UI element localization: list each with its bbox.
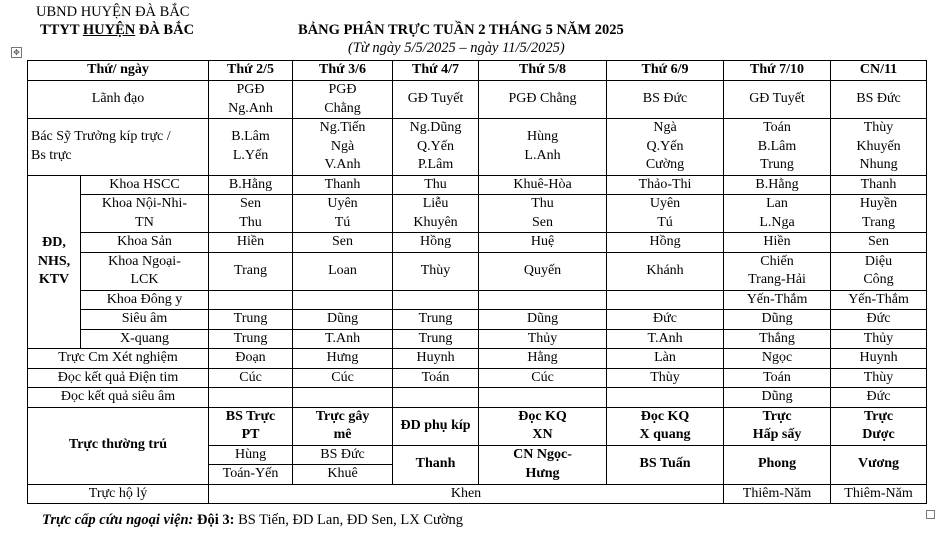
table-cell: Khánh bbox=[607, 252, 724, 290]
table-cell: Trung bbox=[393, 310, 479, 330]
table-cell: Toán bbox=[724, 368, 831, 388]
table-cell: Thanh bbox=[293, 175, 393, 195]
table-cell: Ng.Dũng Q.Yến P.Lâm bbox=[393, 119, 479, 176]
table-cell: Đoạn bbox=[209, 349, 293, 369]
table-cell: T.Anh bbox=[607, 329, 724, 349]
table-cell: Thiêm-Năm bbox=[831, 484, 927, 504]
table-row bbox=[28, 349, 927, 369]
table-cell: Cúc bbox=[293, 368, 393, 388]
resident-duty-header: Trực Dược bbox=[831, 407, 927, 445]
table-cell: Dũng bbox=[293, 310, 393, 330]
table-cell: Trung bbox=[209, 310, 293, 330]
org-line-2-prefix: TTYT bbox=[40, 22, 83, 38]
group-label-nursing: ĐD, NHS, KTV bbox=[28, 175, 81, 349]
page-subtitle: (Từ ngày 5/5/2025 – ngày 11/5/2025) bbox=[348, 40, 565, 56]
table-cell: Hùng bbox=[209, 445, 293, 465]
day-header: Thứ 6/9 bbox=[607, 61, 724, 81]
table-cell: Thùy Khuyến Nhung bbox=[831, 119, 927, 176]
table-cell: Huyền Trang bbox=[831, 195, 927, 233]
department-name: Khoa Sản bbox=[81, 233, 209, 253]
table-cell: Thu Sen bbox=[479, 195, 607, 233]
table-cell: Sen Thu bbox=[209, 195, 293, 233]
table-cell: Thủy bbox=[831, 329, 927, 349]
department-name: Khoa Ngoại- LCK bbox=[81, 252, 209, 290]
table-row bbox=[28, 388, 927, 408]
table-cell: Thanh bbox=[831, 175, 927, 195]
table-cell: Thu bbox=[393, 175, 479, 195]
row-label-resident: Trực thường trú bbox=[28, 407, 209, 484]
table-cell: Quyến bbox=[479, 252, 607, 290]
table-cell: Trung bbox=[393, 329, 479, 349]
day-header: Thứ 7/10 bbox=[724, 61, 831, 81]
table-move-handle-icon[interactable]: ✥ bbox=[11, 47, 22, 58]
footer-members: BS Tiến, ĐD Lan, ĐD Sen, LX Cường bbox=[234, 512, 464, 528]
table-cell: Thảo-Thi bbox=[607, 175, 724, 195]
table-cell: B.Hằng bbox=[209, 175, 293, 195]
resident-duty-header: ĐD phụ kíp bbox=[393, 407, 479, 445]
table-row bbox=[28, 310, 927, 330]
table-row bbox=[28, 368, 927, 388]
duty-roster-table bbox=[27, 60, 927, 504]
table-cell: Hùng L.Anh bbox=[479, 119, 607, 176]
table-cell: Phong bbox=[724, 445, 831, 484]
table-cell: Yến-Thắm bbox=[831, 290, 927, 310]
table-cell: PGĐ Ng.Anh bbox=[209, 81, 293, 119]
table-cell: Hồng bbox=[607, 233, 724, 253]
table-cell: Hiền bbox=[724, 233, 831, 253]
table-cell: BS Đức bbox=[293, 445, 393, 465]
table-cell: T.Anh bbox=[293, 329, 393, 349]
table-cell: BS Đức bbox=[607, 81, 724, 119]
department-name: Khoa HSCC bbox=[81, 175, 209, 195]
table-cell: Thủy bbox=[479, 329, 607, 349]
table-cell: Huệ bbox=[479, 233, 607, 253]
table-cell: Hằng bbox=[479, 349, 607, 369]
table-cell: Khuê-Hòa bbox=[479, 175, 607, 195]
table-cell: PGĐ Chằng bbox=[293, 81, 393, 119]
resident-duty-header: Đọc KQ X quang bbox=[607, 407, 724, 445]
table-cell: Huynh bbox=[393, 349, 479, 369]
table-cell: Ng.Tiến Ngà V.Anh bbox=[293, 119, 393, 176]
table-cell: BS Tuấn bbox=[607, 445, 724, 484]
row-label-leadership: Lãnh đạo bbox=[28, 81, 209, 119]
table-cell: Toán-Yến bbox=[209, 465, 293, 485]
table-cell: PGĐ Chằng bbox=[479, 81, 607, 119]
day-header: Thứ 5/8 bbox=[479, 61, 607, 81]
table-cell bbox=[293, 290, 393, 310]
table-row bbox=[28, 175, 927, 195]
table-row bbox=[28, 329, 927, 349]
row-label-caregiver: Trực hộ lý bbox=[28, 484, 209, 504]
resident-duty-header: Đọc KQ XN bbox=[479, 407, 607, 445]
page-title: BẢNG PHÂN TRỰC TUẦN 2 THÁNG 5 NĂM 2025 bbox=[298, 22, 624, 38]
table-cell: Toán B.Lâm Trung bbox=[724, 119, 831, 176]
table-cell: Thùy bbox=[607, 368, 724, 388]
table-cell: GĐ Tuyết bbox=[393, 81, 479, 119]
table-cell: Huynh bbox=[831, 349, 927, 369]
table-cell: Toán bbox=[393, 368, 479, 388]
table-cell bbox=[607, 388, 724, 408]
table-cell: B.Hằng bbox=[724, 175, 831, 195]
resident-duty-header: Trực Hấp sấy bbox=[724, 407, 831, 445]
table-row bbox=[28, 233, 927, 253]
table-cell bbox=[479, 388, 607, 408]
org-line-2 bbox=[40, 22, 194, 39]
row-label-lab: Trực Cm Xét nghiệm bbox=[28, 349, 209, 369]
table-cell: Khuê bbox=[293, 465, 393, 485]
table-cell bbox=[607, 290, 724, 310]
table-cell: Dũng bbox=[479, 310, 607, 330]
table-cell: Ngà Q.Yến Cường bbox=[607, 119, 724, 176]
table-cell: Đức bbox=[831, 388, 927, 408]
table-cell: Cúc bbox=[479, 368, 607, 388]
department-name: Khoa Nội-Nhi- TN bbox=[81, 195, 209, 233]
table-cell bbox=[393, 388, 479, 408]
day-header: Thứ 2/5 bbox=[209, 61, 293, 81]
table-cell: CN Ngọc- Hưng bbox=[479, 445, 607, 484]
table-cell: Uyên Tú bbox=[607, 195, 724, 233]
table-cell: BS Đức bbox=[831, 81, 927, 119]
table-cell: Thùy bbox=[393, 252, 479, 290]
cell-end-marker-icon bbox=[926, 510, 935, 519]
table-cell: Liễu Khuyên bbox=[393, 195, 479, 233]
table-cell: Yến-Thắm bbox=[724, 290, 831, 310]
table-cell bbox=[479, 290, 607, 310]
row-label-ecg: Đọc kết quả Điện tim bbox=[28, 368, 209, 388]
table-cell bbox=[293, 388, 393, 408]
table-cell bbox=[393, 290, 479, 310]
table-cell: B.Lâm L.Yến bbox=[209, 119, 293, 176]
resident-duty-header: BS Trực PT bbox=[209, 407, 293, 445]
department-name: Siêu âm bbox=[81, 310, 209, 330]
table-row bbox=[28, 484, 927, 504]
table-cell: Dũng bbox=[724, 388, 831, 408]
org-line-2-underlined: HUYỆN bbox=[82, 22, 136, 38]
table-cell: Dũng bbox=[724, 310, 831, 330]
table-cell: Làn bbox=[607, 349, 724, 369]
footer-emergency-line bbox=[42, 512, 463, 529]
table-cell: Hiền bbox=[209, 233, 293, 253]
table-cell: Trang bbox=[209, 252, 293, 290]
org-line-1: UBND HUYỆN ĐÀ BẮC bbox=[36, 4, 190, 20]
table-cell: Vương bbox=[831, 445, 927, 484]
table-cell: Thanh bbox=[393, 445, 479, 484]
table-row bbox=[28, 407, 927, 445]
table-cell: Trung bbox=[209, 329, 293, 349]
org-line-2-suffix: ĐÀ BẮC bbox=[135, 22, 195, 38]
table-cell bbox=[209, 388, 293, 408]
resident-duty-header: Trực gây mê bbox=[293, 407, 393, 445]
department-name: Khoa Đông y bbox=[81, 290, 209, 310]
department-name: X-quang bbox=[81, 329, 209, 349]
table-cell: Hưng bbox=[293, 349, 393, 369]
footer-team: Đội 3: bbox=[196, 512, 235, 528]
table-cell: Ngọc bbox=[724, 349, 831, 369]
table-cell: Hồng bbox=[393, 233, 479, 253]
row-label-doctors: Bác Sỹ Trưởng kíp trực / Bs trực bbox=[28, 119, 209, 176]
day-header: Thứ 3/6 bbox=[293, 61, 393, 81]
table-cell: GĐ Tuyết bbox=[724, 81, 831, 119]
table-cell: Đức bbox=[607, 310, 724, 330]
footer-label: Trực cấp cứu ngoại viện: bbox=[42, 512, 197, 528]
table-row bbox=[28, 61, 927, 81]
table-cell: Thùy bbox=[831, 368, 927, 388]
table-cell: Chiến Trang-Hải bbox=[724, 252, 831, 290]
table-cell: Diệu Công bbox=[831, 252, 927, 290]
table-cell: Sen bbox=[293, 233, 393, 253]
table-cell bbox=[209, 290, 293, 310]
table-row bbox=[28, 290, 927, 310]
table-row bbox=[28, 195, 927, 233]
table-row bbox=[28, 252, 927, 290]
table-row bbox=[28, 81, 927, 119]
table-row bbox=[28, 119, 927, 176]
table-cell: Đức bbox=[831, 310, 927, 330]
table-cell: Thiêm-Năm bbox=[724, 484, 831, 504]
table-cell: Loan bbox=[293, 252, 393, 290]
row-label-ultrasound_read: Đọc kết quả siêu âm bbox=[28, 388, 209, 408]
table-cell: Lan L.Nga bbox=[724, 195, 831, 233]
corner-header: Thứ/ ngày bbox=[28, 61, 209, 81]
table-cell: Sen bbox=[831, 233, 927, 253]
day-header: Thứ 4/7 bbox=[393, 61, 479, 81]
day-header: CN/11 bbox=[831, 61, 927, 81]
table-cell: Thắng bbox=[724, 329, 831, 349]
table-cell: Uyên Tú bbox=[293, 195, 393, 233]
table-cell: Cúc bbox=[209, 368, 293, 388]
table-cell: Khen bbox=[209, 484, 724, 504]
